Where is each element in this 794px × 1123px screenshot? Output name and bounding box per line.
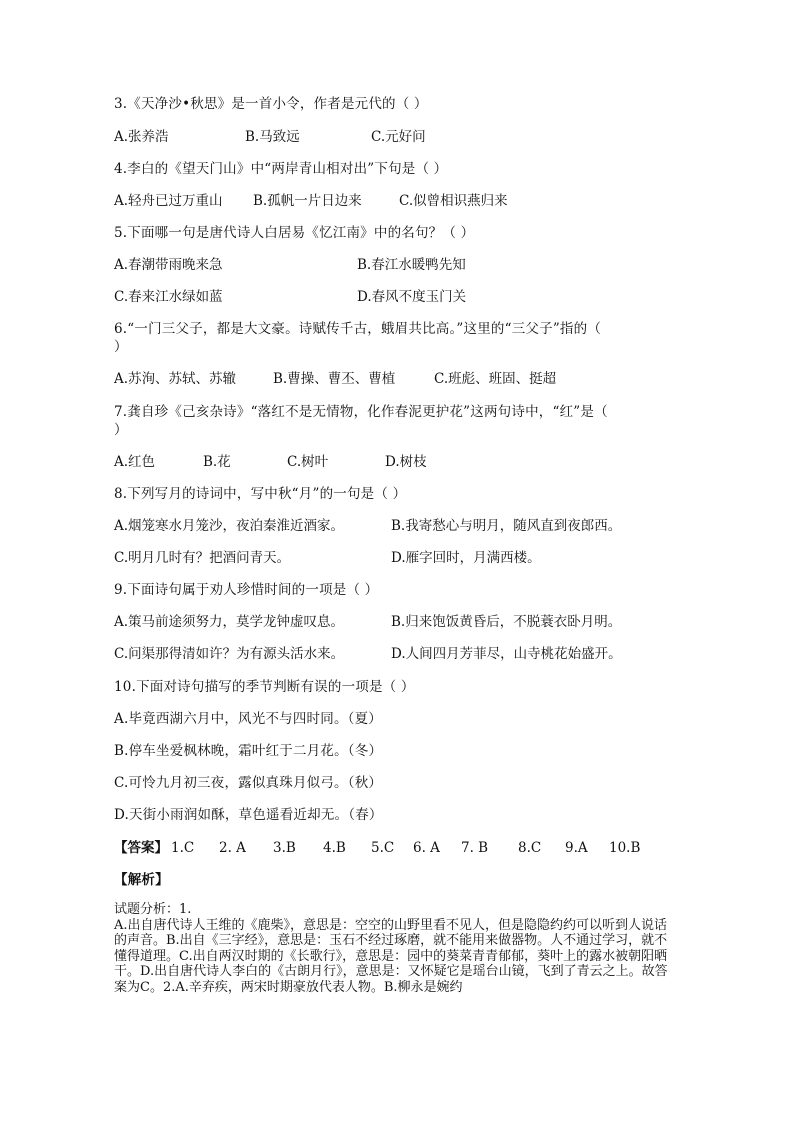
- question-3-option-b: B.马致远: [245, 129, 300, 145]
- analysis-paragraph: A.出自唐代诗人王维的《鹿柴》，意思是：空空的山野里看不见人，但是隐隐约约可以听到人说话的声音。B.出自《三字经》，意思是：玉石不经过琢磨，就不能用来做器物。人不通过学习，就不懂得道理。C.出自两汉时期的《长歌行》，意思是：园中的葵菜青青郁郁，葵叶上的露水被朝阳晒干。D.出自唐代诗人李白的《古朗月行》，意思是：又怀疑它是瑶台山镜，飞到了青云之上。故答案为C。2.A.辛弃疾，两宋时期豪放代表人物。B.柳永是婉约: [114, 917, 668, 995]
- question-7-stem-continued: ）: [114, 422, 128, 438]
- question-9-option-a: A.策马前途须努力，莫学龙钟虚叹息。: [114, 614, 345, 630]
- question-6-option-a: A.苏洵、苏轼、苏辙: [114, 371, 237, 387]
- answer-item: 7. B: [461, 840, 489, 856]
- question-9-option-c: C.问渠那得清如许？为有源头活水来。: [114, 646, 345, 662]
- answer-item: 4.B: [323, 840, 346, 856]
- question-8-stem: 8.下列写月的诗词中，写中秋“月”的一句是（ ）: [114, 486, 407, 502]
- answer-item: 6. A: [413, 840, 440, 856]
- question-8-option-c: C.明月几时有？把酒问青天。: [114, 550, 291, 566]
- question-10-option-a: A.毕竟西湖六月中，风光不与四时同。（夏）: [114, 711, 382, 727]
- question-9-option-d: D.人间四月芳菲尽，山寺桃花始盛开。: [391, 646, 622, 662]
- analysis-text: [114, 902, 674, 996]
- question-9-option-b: B.归来饱饭黄昏后，不脱蓑衣卧月明。: [391, 614, 622, 630]
- question-10-option-b: B.停车坐爱枫林晚，霜叶红于二月花。（冬）: [114, 743, 383, 759]
- question-8-option-b: B.我寄愁心与明月，随风直到夜郎西。: [391, 518, 622, 534]
- answer-item: 10.B: [609, 840, 641, 856]
- question-5-stem: 5.下面哪一句是唐代诗人白居易《忆江南》中的名句？（ ）: [114, 225, 475, 241]
- question-5-option-c: C.春来江水绿如蓝: [114, 289, 223, 305]
- question-7-option-c: C.树叶: [287, 454, 329, 470]
- question-4-option-b: B.孤帆一片日边来: [253, 193, 362, 209]
- question-6-option-b: B.曹操、曹丕、曹植: [273, 371, 396, 387]
- question-4-option-c: C.似曾相识燕归来: [399, 193, 508, 209]
- answer-item: 5.C: [371, 840, 395, 856]
- question-5-option-a: A.春潮带雨晚来急: [114, 257, 223, 273]
- answer-item: 9.A: [565, 840, 588, 856]
- question-7-option-d: D.树枝: [385, 454, 427, 470]
- question-3-stem: 3.《天净沙•秋思》是一首小令，作者是元代的（ ）: [114, 96, 428, 112]
- question-6-stem: 6.“一门三父子，都是大文豪。诗赋传千古，蛾眉共比高。”这里的“三父子”指的（: [114, 321, 602, 337]
- question-8-option-a: A.烟笼寒水月笼沙，夜泊秦淮近酒家。: [114, 518, 345, 534]
- question-9-stem: 9.下面诗句属于劝人珍惜时间的一项是（ ）: [114, 582, 379, 598]
- answer-item: 1.C: [171, 840, 195, 856]
- question-10-option-d: D.天街小雨润如酥，草色遥看近却无。（春）: [114, 807, 383, 823]
- question-10-option-c: C.可怜九月初三夜，露似真珠月似弓。（秋）: [114, 775, 383, 791]
- question-3-option-a: A.张养浩: [114, 129, 169, 145]
- question-4-option-a: A.轻舟已过万重山: [114, 193, 223, 209]
- question-5-option-d: D.春风不度玉门关: [357, 289, 467, 305]
- answer-item: 3.B: [273, 840, 296, 856]
- question-5-option-b: B.春江水暖鸭先知: [357, 257, 466, 273]
- analysis-line: 试题分析：1.: [114, 902, 192, 917]
- analysis-label: 【解析】: [114, 872, 169, 888]
- answer-item: 8.C: [518, 840, 542, 856]
- answer-item: 2. A: [219, 840, 246, 856]
- question-10-stem: 10.下面对诗句描写的季节判断有误的一项是（ ）: [114, 679, 415, 695]
- question-7-stem: 7.龚自珍《己亥杂诗》“落红不是无情物，化作春泥更护花”这两句诗中，“红”是（: [114, 404, 608, 420]
- question-4-stem: 4.李白的《望天门山》中“两岸青山相对出”下句是（ ）: [114, 161, 448, 177]
- question-6-stem-continued: ）: [114, 339, 128, 355]
- answer-label: 【答案】: [114, 840, 168, 856]
- question-8-option-d: D.雁字回时，月满西楼。: [391, 550, 541, 566]
- question-6-option-c: C.班彪、班固、挺超: [434, 371, 557, 387]
- question-3-option-c: C.元好问: [371, 129, 426, 145]
- question-7-option-b: B.花: [203, 454, 231, 470]
- question-7-option-a: A.红色: [114, 454, 156, 470]
